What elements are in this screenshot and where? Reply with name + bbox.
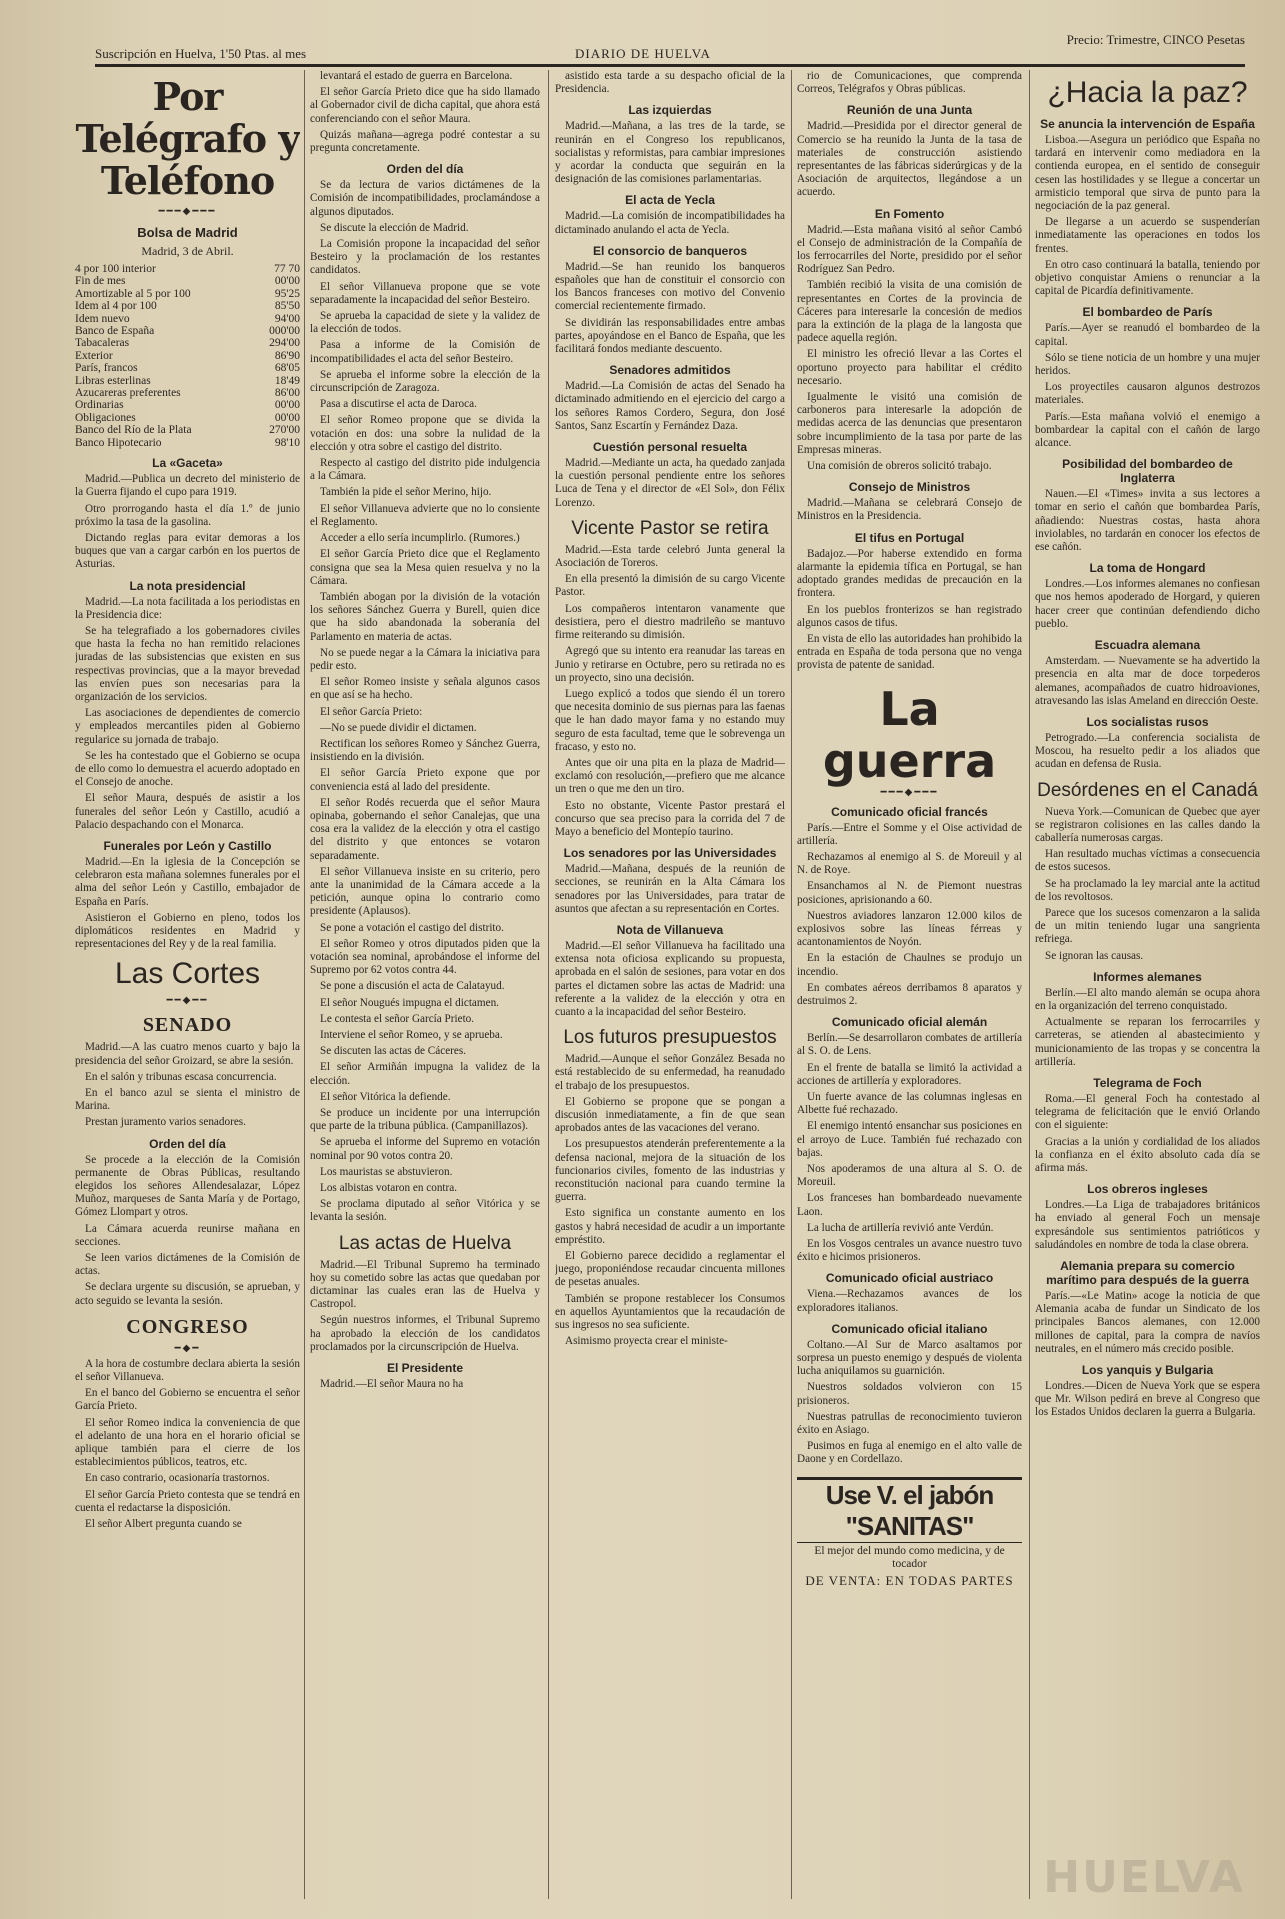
stock-name: Tabacaleras: [75, 337, 130, 350]
paragraph: En el salón y tribunas escasa concurrencia.: [85, 1070, 277, 1083]
paragraph: También se propone restablecer los Consumos en aquellos Ayuntamientos que la recaudación de sus ingresos no sea suficiente.: [555, 1292, 785, 1332]
stock-name: Fin de mes: [75, 275, 126, 288]
paragraph: Madrid.—El Tribunal Supremo ha terminado hoy su cometido sobre las actas que quedaban por dictaminar las cuales eran las de Huelva y Castropol.: [310, 1258, 540, 1311]
stock-name: 4 por 100 interior: [75, 263, 156, 275]
paragraph: El Gobierno parece decidido a reglamentar el juego, proponiéndose recaudar cincuenta millones de pesetas anuales.: [555, 1250, 785, 1289]
paragraph: Ensanchamos al N. de Piemont nuestras posiciones, aprisionando a 60.: [797, 880, 1022, 906]
paragraph: Se ha telegrafiado a los gobernadores civiles que hasta la fecha no han remitido relaciones juradas de las subsistencias que existen en sus respectivas provincias, que a la mayor brevedad las envíen pues son necesarias para la organización de los servicios.: [75, 624, 300, 703]
paragraph: Los albistas votaron en contra.: [320, 1182, 458, 1195]
paragraph: La lucha de artillería revivió ante Verdún.: [807, 1221, 994, 1234]
stock-row: [75, 387, 300, 399]
paragraph: Berlín.—El alto mando alemán se ocupa ahora en la organización del terreno conquistado.: [1035, 986, 1260, 1012]
section-headline: Vicente Pastor se retira: [571, 517, 769, 539]
section-heading: Orden del día: [386, 162, 464, 177]
section-heading: Cuestión personal resuelta: [592, 440, 748, 455]
paragraph: Se procede a la elección de la Comisión permanente de Obras Públicas, resultando elegidos los señores Allendesalazar, López Muñoz, marqueses de Santa María y de Portago, Gómez Llompart y otros.: [75, 1153, 300, 1219]
paragraph: Madrid.—En la iglesia de la Concepción se celebraron esta mañana solemnes funerales por el alma del señor León y Castillo, embajador de España en París.: [75, 855, 300, 908]
stock-value: 000'00: [269, 325, 300, 338]
stock-value: 00'00: [274, 275, 300, 288]
masthead-bar: [95, 30, 1245, 66]
column-2: [310, 70, 540, 1899]
paragraph: Nueva York.—Comunican de Quebec que ayer se registraron colisiones en las calles dando la caballería numerosas cargas.: [1035, 805, 1260, 844]
section-heading: Orden del día: [149, 1136, 226, 1151]
stock-name: París, francos: [75, 362, 138, 375]
paper-name: DIARIO DE HUELVA: [575, 46, 711, 61]
stock-value: 94'00: [274, 312, 300, 325]
paragraph: El señor Romeo propone que se divida la votación en dos: una sobre la nulidad de la elección y otra sobre el castigo del distrito.: [310, 414, 540, 453]
section-heading: El acta de Yecla: [625, 193, 715, 208]
paragraph: En caso contrario, ocasionaría trastornos.: [85, 1472, 270, 1485]
subscription-note: Suscripción en Huelva, 1'50 Ptas. al mes: [95, 46, 307, 61]
paragraph: El señor García Prieto:: [320, 705, 423, 718]
stock-name: Idem nuevo: [75, 312, 130, 325]
stock-row: [75, 412, 300, 424]
paragraph: Esto no obstante, Vicente Pastor prestará el concurso que sea preciso para la corrida del 7 de Mayo a beneficio del Montepío taurino.: [555, 799, 785, 838]
paragraph: Madrid.—Mañana, a las tres de la tarde, se reunirán en el Congreso los republicanos, socialistas y reformistas, para cambiar impresiones y acordar la conducta que seguirán en la designación de las comisiones parlamentarias.: [555, 120, 785, 186]
paragraph: Nuestras patrullas de reconocimiento tuvieron éxito en Asiago.: [797, 1410, 1022, 1437]
paragraph: Quizás mañana—agrega podré contestar a su pregunta concretamente.: [310, 128, 540, 155]
stock-value: 294'00: [269, 337, 300, 350]
paragraph: El señor García Prieto contesta que se tendrá en cuenta el redactarse la disposición.: [75, 1488, 300, 1514]
paragraph: El señor Villanueva advierte que no lo consiente el Reglamento.: [310, 502, 540, 528]
section-headline: Desórdenes en el Canadá: [1037, 779, 1258, 801]
paragraph: Según nuestros informes, el Tribunal Supremo ha aprobado la elección de los candidatos proclamados por la circunscripción de Huelva.: [310, 1314, 540, 1353]
paragraph: El señor García Prieto dice que ha sido llamado al Gobernador civil de dicha capital, que ahora está conferenciando con el señor Maura.: [310, 86, 540, 125]
paragraph: Londres.—Dicen de Nueva York que se espera que Mr. Wilson pedirá en breve al Congreso que los Estados Unidos declaren la guerra a Bulgaria.: [1035, 1380, 1260, 1419]
section-heading: El Presidente: [386, 1361, 464, 1376]
section-heading: Comunicado oficial alemán: [831, 1015, 988, 1030]
paragraph: Madrid.—Esta mañana visitó al señor Cambó el Consejo de administración de la Compañía de los ferrocarriles del Norte, presidido por el señor Rodríguez San Pedro.: [797, 223, 1022, 276]
paragraph: La Comisión propone la incapacidad del señor Besteiro y la proclamación de los restantes candidatos.: [310, 238, 540, 277]
paragraph: El señor García Prieto expone que por conveniencia está al lado del presidente.: [310, 767, 540, 793]
paragraph: Madrid.—Mañana se celebrará Consejo de Ministros en la Presidencia.: [797, 497, 1022, 523]
stock-value: 270'00: [269, 424, 300, 437]
paragraph: Otro prorrogando hasta el día 1.º de junio próximo la tasa de la gasolina.: [75, 502, 300, 528]
paragraph: En el frente de batalla se limitó la actividad a acciones de artillería y exploradores.: [797, 1061, 1022, 1087]
stock-name: Idem al 4 por 100: [75, 300, 157, 313]
section-headline: Las actas de Huelva: [338, 1232, 512, 1254]
price-note: Precio: Trimestre, CINCO Pesetas: [1066, 32, 1245, 47]
stock-name: Libras esterlinas: [75, 374, 151, 387]
paragraph: Se aprueba el informe sobre la elección de la circunscripción de Zaragoza.: [310, 368, 540, 395]
paragraph: Madrid.—Esta tarde celebró Junta general la Asociación de Toreros.: [555, 543, 785, 570]
paragraph: París.—Ayer se reanudó el bombardeo de la capital.: [1035, 322, 1260, 348]
soap-advertisement-title: Use V. el jabón "SANITAS": [797, 1477, 1022, 1543]
paragraph: Berlín.—Se desarrollaron combates de artillería al S. O. de Lens.: [797, 1032, 1022, 1058]
paragraph: Rectifican los señores Romeo y Sánchez Guerra, insistiendo en la división.: [310, 737, 540, 764]
paragraph: Madrid.—La comisión de incompatibilidades ha dictaminado anulando el acta de Yecla.: [555, 210, 785, 236]
stock-row: [75, 424, 300, 436]
section-heading: El tifus en Portugal: [854, 530, 965, 545]
section-heading: Las izquierdas: [628, 103, 712, 118]
stock-row: [75, 288, 300, 300]
paragraph: Londres.—La Liga de trabajadores británicos ha enviado al general Foch un mensaje expresándole sus sentimientos patrióticos y saludándoles en nombre de toda la clase obrera.: [1035, 1199, 1260, 1251]
section-heading: Comunicado oficial italiano: [831, 1321, 988, 1336]
paragraph: Una comisión de obreros solicitó trabajo.: [807, 460, 992, 473]
paragraph: El señor Nougués impugna el dictamen.: [320, 996, 499, 1009]
section-heading: Los senadores por las Universidades: [563, 846, 777, 861]
paragraph: París.—Entre el Somme y el Oise actividad de artillería.: [797, 821, 1022, 847]
paragraph: En otro caso continuará la batalla, teniendo por objetivo conquistar Amiens o renunciar a la capital de Picardía definitivamente.: [1035, 258, 1260, 298]
archive-watermark: HUELVA: [1043, 1852, 1245, 1903]
stock-value: 85'50: [274, 300, 300, 313]
paragraph: El señor García Prieto dice que el Reglamento consigna que sea la Mesa quien resuelva y no la Cámara.: [310, 548, 540, 587]
paragraph: El señor Albert pregunta cuando se: [85, 1518, 242, 1531]
paragraph: Lisboa.—Asegura un periódico que España no tardará en intervenir como mediadora en la contienda europea, en el sentido de conseguir cesen las hostilidades y se llegue a concertar un armisticio temporal que sirva de punto para la negociación de la paz general.: [1035, 134, 1260, 213]
paragraph: Los franceses han bombardeado nuevamente Laon.: [797, 1192, 1022, 1218]
paragraph: Esto significa un constante aumento en los gastos y habrá necesidad de acudir a un importante empréstito.: [555, 1207, 785, 1246]
war-headline: La guerra: [822, 681, 997, 788]
paragraph: En el banco azul se sienta el ministro de Marina.: [75, 1087, 300, 1113]
section-heading: La toma de Hongard: [1089, 561, 1206, 576]
paragraph: De llegarse a un acuerdo se suspenderían inmediatamente las operaciones en todos los frentes.: [1035, 216, 1260, 255]
paragraph: Acceder a ello sería incumplirlo. (Rumores.): [320, 532, 520, 545]
paragraph: Nauen.—El «Times» invita a sus lectores a tomar en serio el cañón que bombardea París, añadiendo: Nuestras costas, hasta ahora inviolables, no tardarán en conocer los efectos de ese cañón.: [1035, 488, 1260, 554]
column-1: [75, 70, 300, 1899]
paragraph: En los pueblos fronterizos se han registrado algunos casos de tifus.: [797, 603, 1022, 629]
paragraph: Sólo se tiene noticia de un hombre y una mujer heridos.: [1035, 351, 1260, 378]
section-heading: En Fomento: [874, 206, 945, 221]
ornament-divider: ━━━◆━━━: [158, 206, 217, 217]
section-headline: Los futuros presupuestos: [563, 1027, 777, 1049]
paragraph: Pusimos en fuga al enemigo en el alto valle de Daone y en Cordellazo.: [797, 1440, 1022, 1466]
paragraph: El señor Romeo y otros diputados piden que la votación sea nominal, aprobándose el informe del Supremo por 62 votos contra 44.: [310, 937, 540, 977]
section-heading: El consorcio de banqueros: [592, 243, 748, 258]
paragraph: Se produce un incidente por una interrupción que parte de la tribuna pública. (Campanillazos).: [310, 1107, 540, 1133]
paragraph: Se leen varios dictámenes de la Comisión de actas.: [75, 1252, 300, 1278]
paragraph: Petrogrado.—La conferencia socialista de Moscou, ha resuelto pedir a los aliados que acudan en defensa de Rusia.: [1035, 731, 1260, 771]
section-heading: Alemania prepara su comercio marítimo para después de la guerra: [1046, 1259, 1249, 1287]
paragraph: Los proyectiles causaron algunos destrozos materiales.: [1035, 381, 1260, 407]
paragraph: Amsterdam. — Nuevamente se ha advertido la presencia en alta mar de doce torpederos alemanes, acompañados de cuatro hidroaviones, atravesando las islas Ameland en dirección Oeste.: [1035, 655, 1260, 707]
paragraph: levantará el estado de guerra en Barcelona.: [320, 70, 513, 82]
paragraph: París.—«Le Matin» acoge la noticia de que Alemania acaba de fundar un Sindicato de los principales Bancos alemanes, con 12.000 millones de capital, para la compra de navíos neutrales, en el número más crecido posible.: [1035, 1290, 1260, 1355]
paragraph: Madrid.—Aunque el señor González Besada no está restablecido de su enfermedad, ha reanudado el trabajo de los presupuestos.: [555, 1053, 785, 1092]
paragraph: Roma.—El general Foch ha contestado al telegrama de felicitación que le envió Orlando con el siguiente:: [1035, 1092, 1260, 1132]
paragraph: En combates aéreos derribamos 8 aparatos y destruimos 2.: [797, 981, 1022, 1007]
section-heading: SENADO: [142, 1014, 233, 1037]
stock-value: 00'00: [274, 411, 300, 424]
paragraph: Se ignoran las causas.: [1045, 949, 1144, 962]
stock-row: [75, 350, 300, 362]
paragraph: Han resultado muchas víctimas a consecuencia de estos sucesos.: [1035, 848, 1260, 874]
paragraph: París.—Esta mañana volvió el enemigo a bombardear la capital con el cañón de largo alcance.: [1035, 410, 1260, 450]
paragraph: Se da lectura de varios dictámenes de la Comisión de incompatibilidades, proclamándose a algunos diputados.: [310, 179, 540, 218]
paragraph: El señor Vitórica la defiende.: [320, 1090, 451, 1103]
section-heading: Nota de Villanueva: [616, 922, 724, 937]
soap-advertisement-text: El mejor del mundo como medicina, y de tocador: [814, 1544, 1005, 1570]
paragraph: También abogan por la división de la votación los señores Sánchez Guerra y Burell, quien dice que ha sido abandonada la soberanía del Parlamento en materia de actas.: [310, 590, 540, 643]
stock-row: [75, 275, 300, 287]
dateline: Madrid, 3 de Abril.: [141, 244, 234, 258]
stock-row: [75, 337, 300, 349]
ornament-divider: ━━━◆━━━: [880, 786, 939, 798]
paragraph: El señor Romeo insiste y señala algunos casos en que así se ha hecho.: [310, 676, 540, 702]
paragraph: En la estación de Chaulnes se produjo un incendio.: [797, 952, 1022, 978]
paragraph: El señor Maura, después de asistir a los funerales del señor León y Castillo, acudió a Palacio despachando con el Monarca.: [75, 792, 300, 831]
section-heading: Reunión de una Junta: [846, 103, 973, 118]
masthead-rule: [95, 64, 1245, 67]
paragraph: Antes que oir una pita en la plaza de Madrid—exclamó con resolución,—prefiero que me alcance un tren o que me den un tiro.: [555, 756, 785, 796]
paragraph: asistido esta tarde a su despacho oficial de la Presidencia.: [555, 70, 785, 96]
paragraph: Se ha proclamado la ley marcial ante la actitud de los revoltosos.: [1035, 877, 1260, 903]
stock-name: Azucareras preferentes: [75, 387, 181, 400]
paragraph: Luego explicó a todos que siendo él un torero que necesita dominio de sus piernas para las faenas que le han dado mayor fama y no estando muy seguro de esta facultad, teme que le sobrevenga un fracaso, y esto no.: [555, 687, 785, 753]
paragraph: Prestan juramento varios senadores.: [85, 1116, 246, 1129]
paragraph: Nuestros soldados volvieron con 15 prisioneros.: [797, 1381, 1022, 1407]
paragraph: El señor Rodés recuerda que el señor Maura opinaba, gobernando el señor Canalejas, que una cosa era la validez de la elección y otra el castigo del distrito y que entonces se votaron separadamente.: [310, 796, 540, 862]
paragraph: En vista de ello las autoridades han prohibido la entrada en España de toda persona que no venga provista de patente de sanidad.: [797, 632, 1022, 672]
section-headline: Las Cortes: [114, 957, 261, 991]
section-heading: Se anuncia la intervención de España: [1040, 117, 1255, 131]
paragraph: No se puede negar a la Cámara la iniciativa para pedir esto.: [310, 646, 540, 672]
paragraph: Se pone a discusión el acta de Calatayud.: [320, 980, 505, 993]
stock-value: 68'05: [274, 362, 300, 375]
column-5: [1035, 70, 1260, 1899]
paragraph: Pasa a discutirse el acta de Daroca.: [320, 398, 477, 411]
section-headline: ¿Hacia la paz?: [1047, 76, 1248, 109]
paragraph: Viena.—Rechazamos avances de los exploradores italianos.: [797, 1288, 1022, 1314]
column-4: [797, 70, 1022, 1899]
paragraph: Madrid.—A las cuatro menos cuarto y bajo la presidencia del señor Groizard, se abre la sesión.: [75, 1041, 300, 1067]
section-heading: Los yanquis y Bulgaria: [1081, 1363, 1214, 1378]
paragraph: Badajoz.—Por haberse extendido en forma alarmante la epidemia tífica en Portugal, se han adoptado grandes medidas de precaución en la frontera.: [797, 547, 1022, 600]
stock-value: 95'25: [274, 287, 300, 300]
stock-name: Obligaciones: [75, 411, 136, 424]
stock-value: 86'00: [274, 387, 300, 400]
paragraph: El señor Armiñán impugna la validez de la elección.: [310, 1061, 540, 1087]
paragraph: Rechazamos al enemigo al S. de Moreuil y al N. de Roye.: [797, 850, 1022, 877]
paragraph: A la hora de costumbre declara abierta la sesión el señor Villanueva.: [75, 1357, 300, 1384]
stock-name: Amortizable al 5 por 100: [75, 287, 191, 300]
paragraph: Se pone a votación el castigo del distrito.: [320, 921, 504, 934]
paragraph: En ella presentó la dimisión de su cargo Vicente Pastor.: [555, 573, 785, 599]
paragraph: Nuestros aviadores lanzaron 12.000 kilos de explosivos sobre las líneas férreas y acantonamientos de Noyón.: [797, 909, 1022, 949]
paragraph: Asistieron el Gobierno en pleno, todos los diplomáticos residentes en Madrid y representaciones del Rey y de la real familia.: [75, 911, 300, 951]
stock-row: [75, 313, 300, 325]
section-heading: Posibilidad del bombardeo de Inglaterra: [1062, 457, 1233, 486]
soap-advertisement-sales: DE VENTA: EN TODAS PARTES: [805, 1573, 1014, 1589]
section-heading: Consejo de Ministros: [848, 480, 971, 495]
stock-row: [75, 399, 300, 411]
paragraph: El Gobierno se propone que se pongan a discusión inmediatamente, a fin de que sean aprobados antes de las vacaciones del verano.: [555, 1095, 785, 1135]
paragraph: También la pide el señor Merino, hijo.: [320, 486, 492, 499]
ornament-divider: ━━◆━━: [166, 995, 209, 1007]
section-heading: Bolsa de Madrid: [137, 225, 238, 240]
section-heading: El bombardeo de París: [1082, 305, 1213, 320]
stock-row: [75, 263, 300, 275]
column-rule: [1029, 70, 1030, 1899]
section-heading: Telegrama de Foch: [1093, 1075, 1202, 1090]
stock-row: [75, 375, 300, 387]
paragraph: Interviene el señor Romeo, y se aprueba.: [320, 1029, 503, 1041]
section-heading: Comunicado oficial austriaco: [825, 1271, 994, 1286]
paragraph: El señor Romeo indica la conveniencia de que el adelanto de una hora en el horario oficial se aplique también para el cierre de los establecimientos públicos, teatros, etc.: [75, 1416, 300, 1469]
paragraph: Pasa a informe de la Comisión de incompatibilidades el acta del señor Besteiro.: [310, 339, 540, 365]
stock-table: [75, 263, 300, 449]
paragraph: Los mauristas se abstuvieron.: [320, 1165, 453, 1178]
paragraph: Se aprueba el informe del Supremo en votación nominal por 90 votos contra 20.: [310, 1136, 540, 1162]
stock-value: 77 70: [274, 263, 300, 275]
stock-value: 98'10: [274, 436, 300, 449]
paragraph: Respecto al castigo del distrito pide indulgencia a la Cámara.: [310, 457, 540, 483]
stock-name: Exterior: [75, 349, 113, 362]
paragraph: Dictando reglas para evitar demoras a los buques que van a cargar carbón en los puertos de Asturias.: [75, 531, 300, 571]
column-rule: [304, 70, 305, 1899]
section-heading: Los obreros ingleses: [1087, 1182, 1208, 1197]
paragraph: Los compañeros intentaron vanamente que desistiera, pero el diestro madrileño se mantuvo firme reiterando su dimisión.: [555, 602, 785, 642]
paragraph: El señor Villanueva propone que se vote separadamente la incapacidad del señor Besteiro.: [310, 280, 540, 306]
paragraph: Igualmente le visitó una comisión de carboneros para interesarle la adopción de medidas acerca de las denuncias que presentaron sobre incumplimiento de la tasa por parte de las Empresas mineras.: [797, 391, 1022, 456]
paragraph: La Cámara acuerda reunirse mañana en secciones.: [75, 1222, 300, 1248]
paragraph: Le contesta el señor García Prieto.: [320, 1012, 475, 1025]
stock-value: 18'49: [274, 374, 300, 387]
paragraph: Las asociaciones de dependientes de comercio y empleados mercantiles piden al Gobierno regularice su jornada de trabajo.: [75, 707, 300, 746]
paragraph: Se declara urgente su discusión, se aprueban, y acto seguido se levanta la sesión.: [75, 1281, 300, 1307]
paragraph: Madrid.—Mañana, después de la reunión de secciones, se reunirán en la Alta Cámara los senadores por las Universidades, para tratar de asuntos que afectan a su representación en Cortes.: [555, 863, 785, 915]
paragraph: Se proclama diputado al señor Vitórica y se levanta la sesión.: [310, 1198, 540, 1224]
paragraph: Madrid.—Presidida por el director general de Comercio se ha reunido la Junta de la tasa de materiales de construcción asistiendo representantes de las fábricas siderúrgicas y de la Asociación de arquitectos, llegándose a un acuerdo.: [797, 120, 1022, 199]
paragraph: Coltano.—Al Sur de Marco asaltamos por sorpresa un puesto enemigo y después de violenta lucha aniquilamos su guarnición.: [797, 1338, 1022, 1378]
section-heading: Senadores admitidos: [609, 363, 731, 378]
paragraph: El señor Villanueva insiste en su criterio, pero ante la unanimidad de la Cámara accede a la petición, aunque opina lo contrario como presidente (Aplausos).: [310, 865, 540, 918]
stock-name: Banco de España: [75, 325, 155, 338]
paragraph: Se aprueba la capacidad de siete y la validez de la elección de todos.: [310, 310, 540, 336]
paragraph: Actualmente se reparan los ferrocarriles y carreteras, se atienden al abastecimiento y municionamiento de las tropas y se concentra la artillería.: [1035, 1016, 1260, 1068]
stock-value: 00'00: [274, 399, 300, 412]
stock-row: [75, 362, 300, 374]
paragraph: Madrid.—El señor Villanueva ha facilitado una extensa nota oficiosa explicando su propuesta, aprobada en el salón de sesiones, para votar en dos partes el dictamen sobre las actas de Madrid: una referente a la validez de la elección y otra en cuanto a la incapacidad del señor Besteiro.: [555, 939, 785, 1018]
paragraph: Los presupuestos atenderán preferentemente a la defensa nacional, mejora de la situación de los funcionarios civiles, fomento de las industrias y reconstitución nacional para cuando termine la guerra.: [555, 1138, 785, 1204]
paragraph: Se les ha contestado que el Gobierno se ocupa de ello como lo demuestra el acuerdo adoptado en el Consejo de anoche.: [75, 749, 300, 789]
paragraph: El enemigo intentó ensanchar sus posiciones en el arroyo de Luce. También fué rechazado con bajas.: [797, 1120, 1022, 1159]
paragraph: Nos apoderamos de una altura al S. O. de Moreuil.: [797, 1162, 1022, 1189]
stock-name: Banco del Río de la Plata: [75, 424, 192, 437]
stock-name: Banco Hipotecario: [75, 436, 162, 449]
paragraph: Madrid.—Publica un decreto del ministerio de la Guerra fijando el cupo para 1919.: [75, 473, 300, 499]
section-heading: Los socialistas rusos: [1086, 714, 1209, 729]
column-rule: [548, 70, 549, 1899]
section-heading: Informes alemanes: [1093, 969, 1202, 984]
section-heading: Comunicado oficial francés: [831, 804, 988, 819]
section-heading: Funerales por León y Castillo: [103, 838, 272, 853]
stock-value: 86'90: [274, 349, 300, 362]
ornament-divider: ━◆━: [174, 1342, 201, 1354]
main-headline: Por Telégrafo y Teléfono: [75, 74, 300, 203]
paragraph: Se discuten las actas de Cáceres.: [320, 1045, 467, 1058]
paragraph: Madrid.—Mediante un acta, ha quedado zanjada la cuestión personal pendiente entre los señores Luca de Tena y el director de «El Sol», don Félix Lorenzo.: [555, 457, 785, 509]
stock-row: [75, 325, 300, 337]
paragraph: También recibió la visita de una comisión de representantes en Cortes de la provincia de Cáceres para interesarle la concesión de medios para la extinción de la plaga de la langosta que padece aquella región.: [797, 279, 1022, 345]
column-3: [555, 70, 785, 1899]
paragraph: En los Vosgos centrales un avance nuestro tuvo éxito e hicimos prisioneros.: [797, 1238, 1022, 1264]
paragraph: Agregó que su intento era reanudar las tareas en Junio y retirarse en Octubre, pero su retirada no es un proyecto, sino una decisión.: [555, 645, 785, 684]
paragraph: Madrid.—La Comisión de actas del Senado ha dictaminado admitiendo en el ejercicio del cargo a los señores Ramos Cordero, Segura, don José Santos, Sanz Escartín y Fernández Daza.: [555, 380, 785, 432]
paragraph: Parece que los sucesos comenzaron a la salida de un mitin teniendo lugar una sangrienta refriega.: [1035, 906, 1260, 946]
paragraph: Se dividirán las responsabilidades entre ambas partes, apoyándose en el Banco de España, que les facilitará fondos mediante descuento.: [555, 316, 785, 356]
section-heading: Escuadra alemana: [1094, 638, 1201, 653]
paragraph: Madrid.—El señor Maura no ha: [320, 1378, 464, 1391]
paragraph: Madrid.—Se han reunido los banqueros españoles que han de constituir el consorcio con los Bancos franceses con motivo del Convenio comercial recientemente firmado.: [555, 260, 785, 313]
paragraph: El ministro les ofreció llevar a las Cortes el oportuno proyecto para habilitar el crédito necesario.: [797, 348, 1022, 387]
paragraph: Gracias a la unión y cordialidad de los aliados la confianza en el éxito absoluto cada día se afirma más.: [1035, 1135, 1260, 1174]
paragraph: Madrid.—La nota facilitada a los periodistas en la Presidencia dice:: [75, 595, 300, 621]
column-rule: [791, 70, 792, 1899]
stock-row: [75, 437, 300, 449]
section-heading: La «Gaceta»: [152, 456, 223, 471]
paragraph: En el banco del Gobierno se encuentra el señor García Prieto.: [75, 1387, 300, 1413]
paragraph: Un fuerte avance de las columnas inglesas en Albette fué rechazado.: [797, 1090, 1022, 1117]
section-heading: La nota presidencial: [129, 578, 246, 593]
stock-name: Ordinarias: [75, 399, 124, 412]
stock-row: [75, 300, 300, 312]
section-heading: CONGRESO: [126, 1315, 249, 1338]
paragraph: Londres.—Los informes alemanes no confiesan que nos hemos apoderado de Horgard, y quieren hacer creer que continúan defendiendo dicho pueblo.: [1035, 578, 1260, 630]
paragraph: Se discute la elección de Madrid.: [320, 221, 469, 234]
paragraph: Asimismo proyecta crear el ministe-: [565, 1335, 728, 1348]
paragraph: —No se puede dividir el dictamen.: [320, 721, 477, 734]
paragraph: rio de Comunicaciones, que comprenda Correos, Telégrafos y Obras públicas.: [797, 70, 1022, 96]
